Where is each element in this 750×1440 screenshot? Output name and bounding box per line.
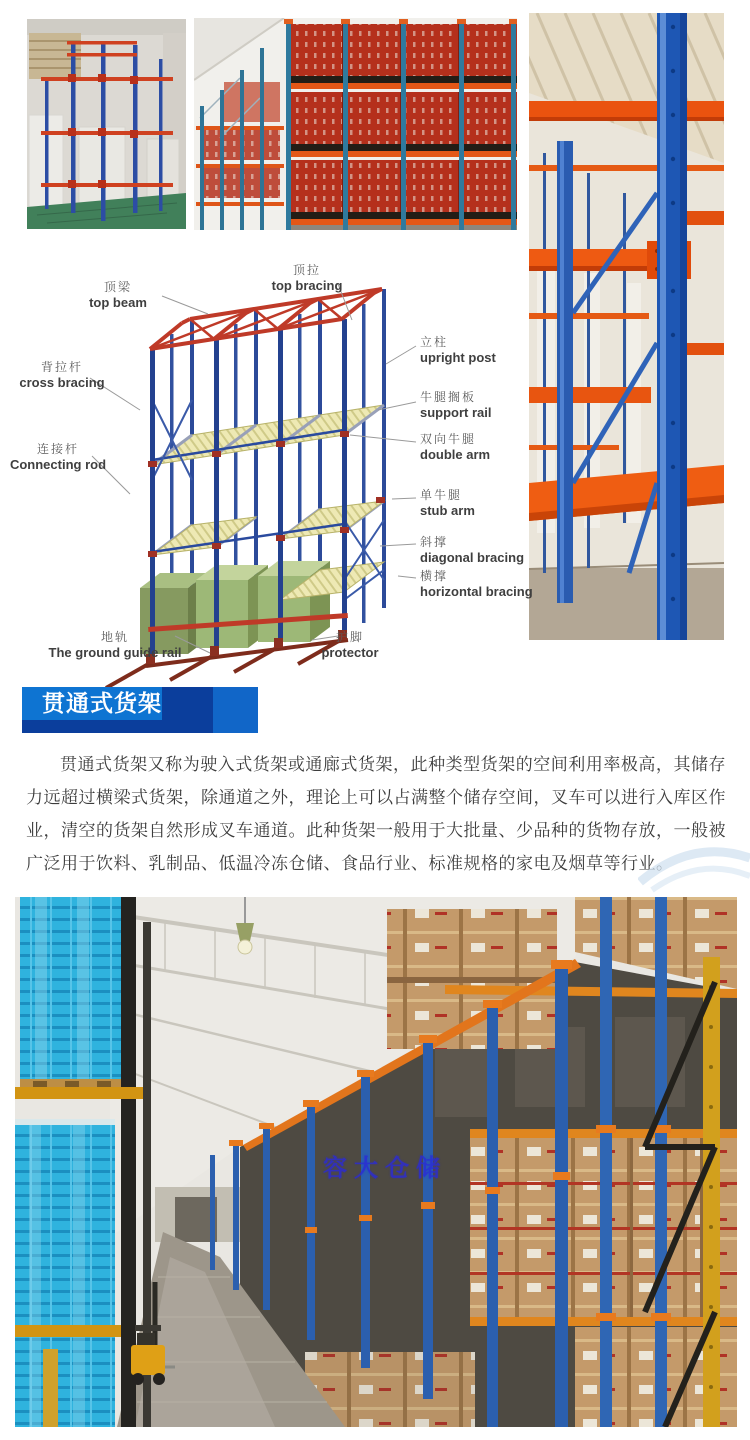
label-double-arm: 双向牛腿 double arm xyxy=(420,432,491,462)
photo-warehouse-overview xyxy=(15,897,737,1427)
label-protector: 护脚 protector xyxy=(321,630,379,660)
photo-watermark: 容大仓储 xyxy=(323,1155,447,1182)
rack-aisle-illustration xyxy=(27,19,186,229)
label-stub-arm: 单牛腿 stub arm xyxy=(420,488,475,518)
photo-drive-in-rack-aisle xyxy=(27,19,186,229)
section-banner xyxy=(22,687,258,733)
left-crate-stacks xyxy=(15,897,123,1427)
label-connecting-rod: 连接杆 Connecting rod xyxy=(9,442,107,472)
banner-right-segment xyxy=(213,687,258,733)
label-leader-lines xyxy=(0,250,750,695)
label-support-rail: 牛腿搁板 support rail xyxy=(420,390,492,420)
label-cross-bracing: 背拉杆 cross bracing xyxy=(19,360,105,390)
loaded-front-face xyxy=(284,19,517,230)
label-top-bracing: 顶拉 top bracing xyxy=(271,263,343,293)
loaded-rack-illustration xyxy=(194,18,517,230)
rack-structure-diagram xyxy=(0,250,750,695)
label-upright-post: 立柱 upright post xyxy=(420,335,496,365)
label-ground-guide-rail: 地轨 The ground guide rail xyxy=(48,630,182,660)
upper-box-stack xyxy=(387,909,557,1049)
photo-loaded-pallet-rack xyxy=(194,18,517,230)
banner-title-box xyxy=(22,687,162,720)
intro-paragraph: 贯通式货架又称为驶入式货架或通廊式货架，此种类型货架的空间利用率极高，其储存力远超过横梁式货架，除通道之外，理论上可以占满整个储存空间，叉车可以进行入库区作业，清空的货架自然形成叉车通道。此种货架一般用于大批量、少品种的货物存放，一般被广泛用于饮料、乳制品、低温冷冻仓储、食品行业、标准规格的家电及烟草等行业。 xyxy=(26,755,726,873)
section-title: 贯通式货架 xyxy=(42,690,162,716)
label-diagonal-bracing: 斜撑 diagonal bracing xyxy=(420,535,525,565)
watermark-swoosh xyxy=(638,830,750,894)
label-top-beam: 顶梁 top beam xyxy=(89,280,147,310)
label-horizontal-bracing: 横撑 horizontal bracing xyxy=(420,569,533,599)
